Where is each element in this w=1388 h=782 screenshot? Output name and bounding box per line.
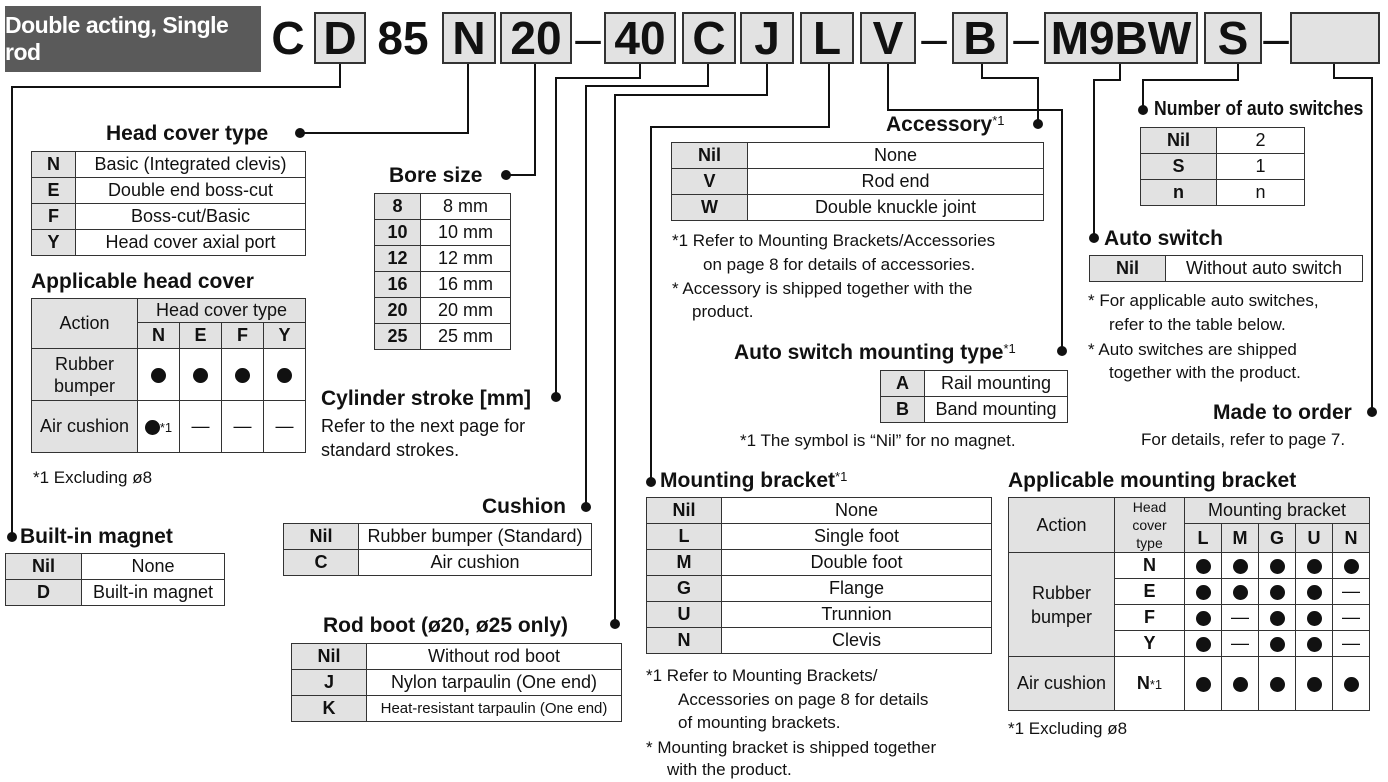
table-row: 25 25 mm	[375, 324, 511, 350]
dot-mark	[1307, 611, 1322, 626]
table-row: W Double knuckle joint	[672, 195, 1044, 221]
code-dash-4: –	[1263, 12, 1289, 64]
table-row: Y Head cover axial port	[32, 230, 306, 256]
dot-mark	[1233, 585, 1248, 600]
bracket-cell	[1296, 631, 1333, 657]
dot-mark	[1270, 559, 1285, 574]
applicable-head-title: Applicable head cover	[31, 270, 254, 293]
code-bore: 20	[500, 12, 572, 64]
table-row: F — —	[1009, 605, 1370, 631]
mounting-bracket-note-1c: of mounting brackets.	[678, 713, 841, 732]
rod-boot-table	[291, 643, 622, 722]
bracket-cell	[1296, 553, 1333, 579]
accessory-note-2b: product.	[692, 302, 754, 321]
bracket-cell	[1296, 579, 1333, 605]
applicable-bracket-title: Applicable mounting bracket	[1008, 469, 1297, 492]
dot-mark	[1307, 677, 1322, 692]
bracket-cell	[1333, 553, 1370, 579]
applicable-head-note: *1 Excluding ø8	[33, 468, 153, 487]
bracket-cell	[1185, 657, 1222, 711]
table-row: J Nylon tarpaulin (One end)	[292, 670, 622, 696]
table-row: 16 16 mm	[375, 272, 511, 298]
table-row: Rubber bumper N	[1009, 553, 1370, 579]
table-row: Air cushion N*1	[1009, 657, 1370, 711]
mounting-type-note: *1 The symbol is “Nil” for no magnet.	[740, 431, 1016, 450]
table-row: Rubber bumper	[32, 349, 306, 401]
mounting-bracket-note-1a: *1 Refer to Mounting Brackets/	[646, 666, 878, 685]
code-mounting-type: V	[860, 12, 916, 64]
bracket-cell	[1222, 553, 1259, 579]
table-row: Nil None	[672, 143, 1044, 169]
bracket-cell	[1296, 657, 1333, 711]
table-row: 10 10 mm	[375, 220, 511, 246]
code-prefix: C	[271, 12, 305, 64]
title-badge-text: Double acting, Single rod	[5, 12, 229, 65]
dot-mark	[151, 368, 166, 383]
bore-table	[374, 193, 511, 350]
code-series: 85	[377, 12, 429, 64]
bracket-cell: —	[1222, 631, 1259, 657]
dot-mark	[1270, 677, 1285, 692]
table-row: C Air cushion	[284, 550, 592, 576]
bracket-cell: —	[1333, 579, 1370, 605]
dot-mark	[1344, 559, 1359, 574]
accessory-note-1b: on page 8 for details of accessories.	[703, 255, 976, 274]
table-row: n n	[1141, 180, 1305, 206]
table-row: Nil None	[647, 498, 992, 524]
dot-mark	[1233, 677, 1248, 692]
table-row: 20 20 mm	[375, 298, 511, 324]
table-row: Nil 2	[1141, 128, 1305, 154]
table-row: L Single foot	[647, 524, 992, 550]
table-row: M Double foot	[647, 550, 992, 576]
dot-mark	[1307, 637, 1322, 652]
num-switches-table	[1140, 127, 1305, 206]
code-made-to-order	[1290, 12, 1380, 64]
title-badge	[5, 6, 261, 72]
bracket-cell: —	[1222, 605, 1259, 631]
table-row: 12 12 mm	[375, 246, 511, 272]
auto-switch-table	[1089, 255, 1363, 282]
table-row: Action Head cover type Mounting bracket	[1009, 498, 1370, 524]
table-row: V Rod end	[672, 169, 1044, 195]
table-row: E —	[1009, 579, 1370, 605]
code-bracket: L	[800, 12, 854, 64]
bracket-cell: —	[1333, 631, 1370, 657]
magnet-title: Built-in magnet	[20, 525, 173, 548]
bracket-cell	[1222, 579, 1259, 605]
code-magnet: D	[314, 12, 366, 64]
table-row: B Band mounting	[881, 397, 1068, 423]
table-row: Nil Without rod boot	[292, 644, 622, 670]
bracket-cell: —	[1333, 605, 1370, 631]
bracket-cell	[1259, 553, 1296, 579]
accessory-table	[671, 142, 1044, 221]
dot-mark	[1270, 637, 1285, 652]
stroke-note-1: Refer to the next page for	[321, 416, 526, 436]
code-cushion: C	[682, 12, 736, 64]
table-row: S 1	[1141, 154, 1305, 180]
accessory-title: Accessory$^{*1}$	[886, 113, 1005, 136]
code-boot: J	[740, 12, 794, 64]
stroke-title: Cylinder stroke [mm]	[321, 387, 532, 410]
dot-mark	[1344, 677, 1359, 692]
magnet-table	[5, 553, 225, 606]
mounting-bracket-note-2a: * Mounting bracket is shipped together	[646, 738, 937, 757]
mounting-type-title: Auto switch mounting type$^{*1}$	[734, 341, 1016, 364]
table-row: Nil None	[6, 554, 225, 580]
table-row: L M G U N	[1009, 524, 1370, 553]
code-stroke: 40	[604, 12, 676, 64]
code-auto-switch: M9BW	[1044, 12, 1198, 64]
dot-mark	[1196, 585, 1211, 600]
code-dash-1: –	[575, 12, 601, 64]
dot-mark	[1196, 637, 1211, 652]
dot-mark	[1307, 559, 1322, 574]
code-dash-2: –	[921, 12, 947, 64]
code-head: N	[442, 12, 496, 64]
dot-mark	[193, 368, 208, 383]
cushion-table	[283, 523, 592, 576]
dot-mark	[1233, 559, 1248, 574]
bore-title: Bore size	[389, 164, 483, 187]
mounting-bracket-note-1b: Accessories on page 8 for details	[678, 690, 929, 709]
applicable-bracket-table	[1008, 497, 1370, 711]
table-row: Nil Rubber bumper (Standard)	[284, 524, 592, 550]
mounting-type-table	[880, 370, 1068, 423]
bracket-cell	[1185, 605, 1222, 631]
dot-mark	[1270, 611, 1285, 626]
table-row: Y — —	[1009, 631, 1370, 657]
bracket-cell	[1259, 657, 1296, 711]
dot-mark	[1196, 559, 1211, 574]
dot-mark	[235, 368, 250, 383]
auto-switch-title: Auto switch	[1104, 227, 1223, 250]
table-row: K Heat-resistant tarpaulin (One end)	[292, 696, 622, 722]
table-row: Action Head cover type	[32, 299, 306, 323]
table-row: N Basic (Integrated clevis)	[32, 152, 306, 178]
table-row: G Flange	[647, 576, 992, 602]
auto-switch-note-2b: together with the product.	[1109, 363, 1301, 382]
bracket-cell	[1185, 631, 1222, 657]
bracket-cell	[1296, 605, 1333, 631]
bracket-cell	[1259, 605, 1296, 631]
table-row: D Built-in magnet	[6, 580, 225, 606]
bracket-cell	[1185, 553, 1222, 579]
dot-mark	[145, 420, 160, 435]
table-row: N E F Y	[32, 323, 306, 349]
table-row: U Trunnion	[647, 602, 992, 628]
table-row: E Double end boss-cut	[32, 178, 306, 204]
auto-switch-note-2a: * Auto switches are shipped	[1088, 340, 1297, 359]
num-switches-title: Number of auto switches	[1154, 98, 1364, 120]
accessory-note-2a: * Accessory is shipped together with the	[672, 279, 973, 298]
bracket-cell	[1333, 657, 1370, 711]
table-row: Nil Without auto switch	[1090, 256, 1363, 282]
made-to-order-title: Made to order	[1213, 401, 1352, 424]
code-accessory: B	[952, 12, 1008, 64]
table-row: A Rail mounting	[881, 371, 1068, 397]
bracket-cell	[1185, 579, 1222, 605]
accessory-note-1a: *1 Refer to Mounting Brackets/Accessories	[672, 231, 996, 250]
bracket-cell	[1222, 657, 1259, 711]
bracket-cell	[1259, 579, 1296, 605]
table-row: F Boss-cut/Basic	[32, 204, 306, 230]
table-row: 8 8 mm	[375, 194, 511, 220]
dot-mark	[1307, 585, 1322, 600]
dot-mark	[1196, 611, 1211, 626]
table-row: N Clevis	[647, 628, 992, 654]
code-dash-3: –	[1013, 12, 1039, 64]
code-switch-count: S	[1204, 12, 1262, 64]
made-to-order-note: For details, refer to page 7.	[1141, 430, 1346, 449]
auto-switch-note-1a: * For applicable auto switches,	[1088, 291, 1319, 310]
auto-switch-note-1b: refer to the table below.	[1109, 315, 1286, 334]
applicable-head-table	[31, 298, 306, 453]
mounting-bracket-title: Mounting bracket$^{*1}$	[660, 469, 848, 492]
table-row: Air cushion *1 — — —	[32, 401, 306, 453]
head-cover-table	[31, 151, 306, 256]
mounting-bracket-note-2b: with the product.	[667, 760, 792, 779]
dot-mark	[1196, 677, 1211, 692]
applicable-bracket-note: *1 Excluding ø8	[1008, 719, 1128, 738]
mounting-bracket-table	[646, 497, 992, 654]
rod-boot-title: Rod boot (ø20, ø25 only)	[323, 614, 568, 637]
dot-mark	[277, 368, 292, 383]
stroke-note-2: standard strokes.	[321, 440, 460, 460]
cushion-title: Cushion	[482, 495, 566, 518]
head-cover-title: Head cover type	[106, 122, 269, 145]
bracket-cell	[1259, 631, 1296, 657]
dot-mark	[1270, 585, 1285, 600]
